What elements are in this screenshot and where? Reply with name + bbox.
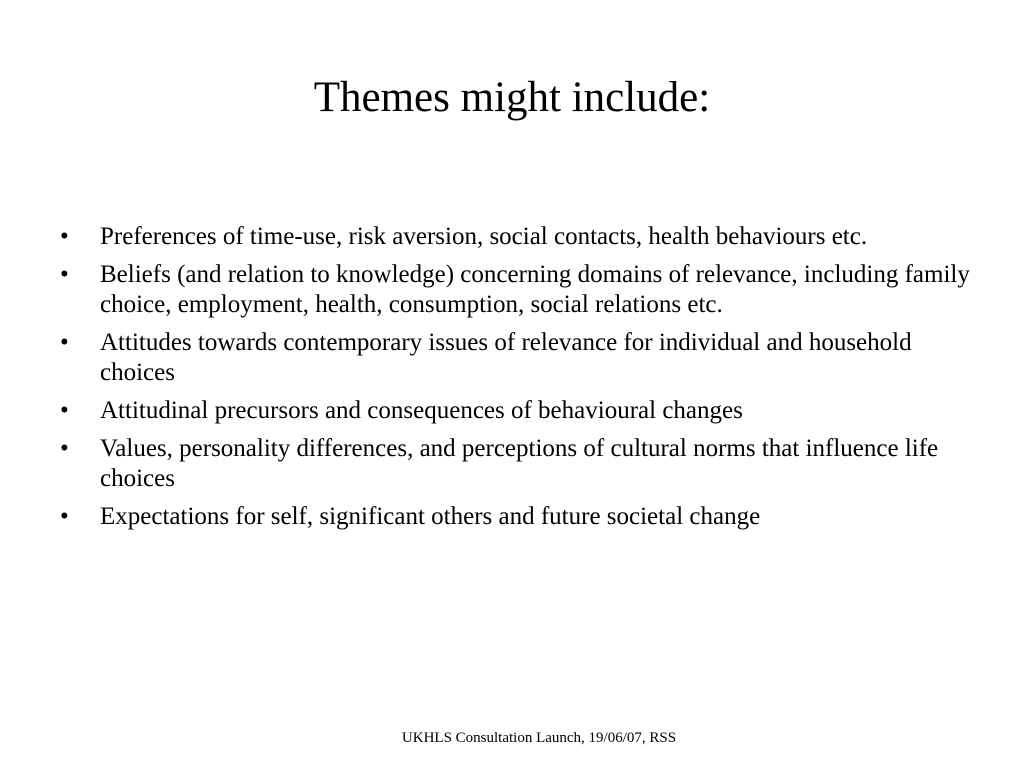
bullet-text: Attitudes towards contemporary issues of relevance for individual and household choices — [100, 329, 912, 386]
bullet-text: Beliefs (and relation to knowledge) concerning domains of relevance, including family choice, employment, health, consumption, social relations etc. — [100, 261, 970, 318]
list-item — [60, 502, 970, 532]
list-item — [60, 260, 970, 320]
list-item — [60, 396, 970, 426]
bullet-text: Attitudinal precursors and consequences of behavioural changes — [100, 397, 743, 424]
bullet-icon: • — [60, 223, 69, 250]
bullet-icon: • — [60, 435, 69, 462]
bullet-text: Expectations for self, significant others and future societal change — [100, 503, 761, 530]
bullet-icon: • — [60, 329, 69, 356]
bullet-icon: • — [60, 261, 69, 288]
bullet-text: Preferences of time-use, risk aversion, social contacts, health behaviours etc. — [100, 223, 868, 250]
bullet-icon: • — [60, 397, 69, 424]
list-item — [60, 434, 970, 494]
list-item — [60, 222, 970, 252]
bullet-list — [60, 222, 970, 540]
bullet-icon: • — [60, 503, 69, 530]
list-item — [60, 328, 970, 388]
slide-footer: UKHLS Consultation Launch, 19/06/07, RSS — [401, 730, 677, 746]
bullet-text: Values, personality differences, and perceptions of cultural norms that influence life choices — [100, 435, 939, 492]
slide-title: Themes might include: — [313, 74, 711, 121]
